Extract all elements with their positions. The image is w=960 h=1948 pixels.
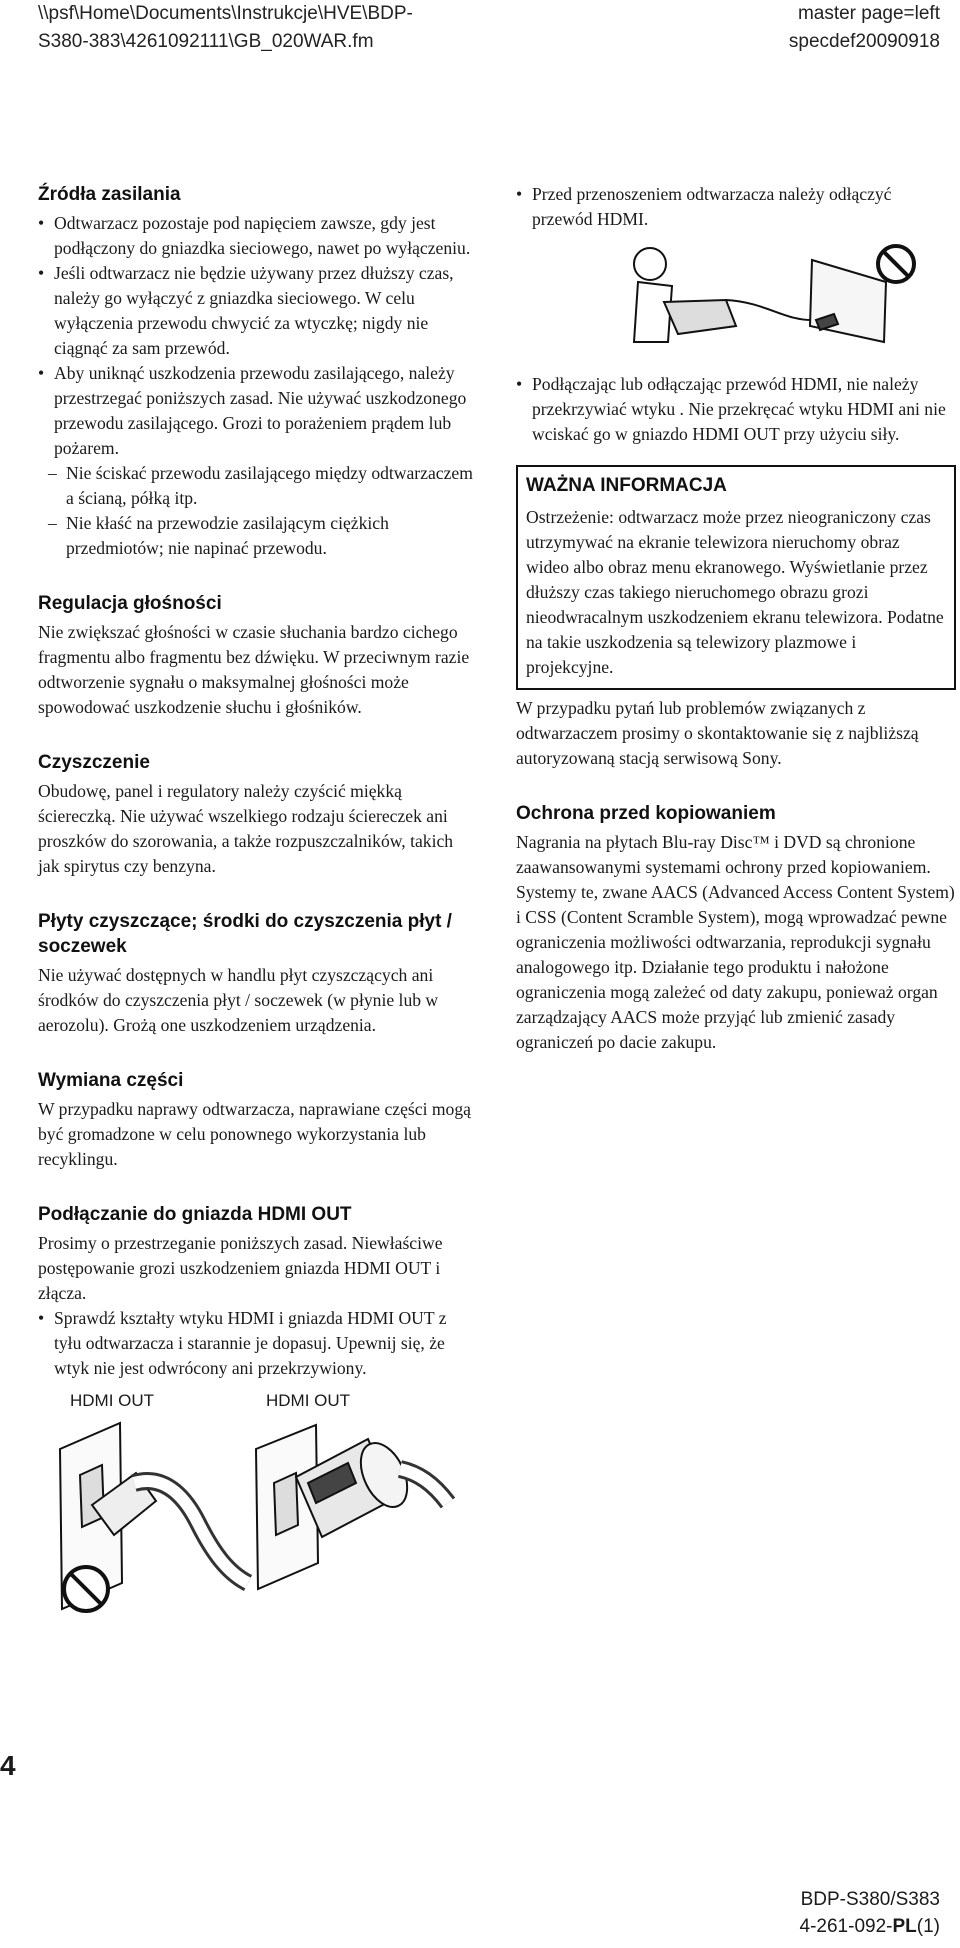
copy-protection-title: Ochrona przed kopiowaniem [516,803,776,824]
move-list [516,182,956,232]
discs-section [38,909,476,1038]
notice-title: WAŻNA INFORMACJA [526,475,727,496]
power-dash-1: – Nie ściskać przewodu zasilającego między odtwarzaczem a ścianą, półką itp. [38,461,476,511]
copy-protection-text: Nagrania na płytach Blu-ray Disc™ i DVD są chronione zaawansowanymi systemami ochrony przed kopiowaniem. Systemy te, zwane AACS (Advanced Access Content System) i CSS (Content Scramble System), mogą wprowadzać pewne ograniczenia możliwości odtwarzania, reprodukcji sygnału analogowego itp. Działanie tego produktu i nałożone ograniczenia mogą zależeć od daty zakupu, ponieważ organ zarządzający AACS może przyjąć lub zmienić zasady ograniczeń po dacie zakupu. [516,832,955,1052]
cleaning-title: Czyszczenie [38,752,150,773]
page-number: 4 [0,1750,16,1781]
volume-section [38,591,476,720]
master-page-header [789,0,940,56]
power-section [38,182,476,561]
left-column [38,182,476,1621]
hdmi-illustration [38,1391,476,1621]
notice-text: Ostrzeżenie: odtwarzacz może przez nieograniczony czas utrzymywać na ekranie telewizora nieruchomy obraz wideo albo obraz menu ekranowego. Wyświetlanie przez dłuższy czas takiego nieruchomego obrazu grozi nieodwracalnym uszkodzeniem ekranu telewizora. Podatne na takie uszkodzenia są telewizory plazmowe i projekcyjne. [526,507,944,677]
parts-title: Wymiana części [38,1070,184,1091]
person-carrying-player-drawing [634,248,886,342]
footer-code [800,1913,940,1940]
hdmi-correct-drawing [256,1425,448,1589]
connect-list [516,372,956,447]
power-list [38,211,476,561]
footer-code-lang: PL [892,1916,917,1937]
volume-title: Regulacja głośności [38,593,222,614]
important-notice-box [516,465,956,690]
contact-text: W przypadku pytań lub problemów związanych z odtwarzaczem prosimy o skontaktowanie się z najbliższą autoryzowaną stacją serwisową Sony. [516,698,919,768]
volume-text: Nie zwiększać głośności w czasie słuchania bardzo cichego fragmentu albo fragmentu bez dźwięku. W przeciwnym razie odtworzenie sygnału o maksymalnej głośności może spowodować uszkodzenie słuchu i głośników. [38,622,470,717]
file-path-header [38,0,413,56]
power-title: Źródła zasilania [38,184,181,205]
hdmi-bullet: • Sprawdź kształty wtyku HDMI i gniazda HDMI OUT z tyłu odtwarzacza i starannie je dopasuj. Upewnij się, że wtyk nie jest odwrócony ani przekrzywiony. [38,1306,476,1381]
parts-section [38,1068,476,1172]
footer-model: BDP-S380/S383 [800,1889,940,1910]
file-path-line-1: \\psf\Home\Documents\Instrukcje\HVE\BDP- [38,3,413,24]
hdmi-text: Prosimy o przestrzeganie poniższych zasad. Niewłaściwe postępowanie grozi uszkodzeniem gniazda HDMI OUT i złącza. [38,1233,443,1303]
hdmi-list [38,1306,476,1381]
master-page-line-1: master page=left [797,3,940,24]
hdmi-section [38,1202,476,1621]
connect-bullet: • Podłączając lub odłączając przewód HDMI, nie należy przekrzywiać wtyku . Nie przekręcać wtyku HDMI ani nie wciskać go w gniazdo HDMI OUT przy użyciu siły. [516,372,956,447]
discs-title: Płyty czyszczące; środki do czyszczenia płyt / soczewek [38,911,452,957]
hdmi-title: Podłączanie do gniazda HDMI OUT [38,1204,352,1225]
cleaning-text: Obudowę, panel i regulatory należy czyścić miękką ściereczką. Nie używać wszelkiego rodzaju ściereczek ani proszków do szorowania, a także rozpuszczalników, takich jak spirytus czy benzyna. [38,781,454,876]
right-column [516,182,956,1085]
discs-text: Nie używać dostępnych w handlu płyt czyszczących ani środków do czyszczenia płyt / soczewek (w płynie lub w aerozolu). Grożą one uszkodzeniem urządzenia. [38,965,439,1035]
copy-protection-section [516,801,956,1055]
master-page-line-2: specdef20090918 [788,31,940,52]
prohibited-icon [64,1567,108,1611]
move-player-illustration [616,242,926,360]
power-dash-2: – Nie kłaść na przewodzie zasilającym ciężkich przedmiotów; nie napinać przewodu. [38,511,476,561]
power-bullet-2: • Jeśli odtwarzacz nie będzie używany przez dłuższy czas, należy go wyłączyć z gniazdka sieciowego. W celu wyłączenia przewodu chwycić za wtyczkę; nigdy nie ciągnąć za sam przewód. [38,261,476,361]
footer-code-suffix: (1) [916,1916,940,1937]
hdmi-plug-illustration [38,1413,468,1623]
footer-code-prefix: 4-261-092- [799,1916,893,1937]
parts-text: W przypadku naprawy odtwarzacza, naprawiane części mogą być gromadzone w celu ponownego wykorzystania lub recyklingu. [38,1099,471,1169]
power-bullet-3: • Aby uniknąć uszkodzenia przewodu zasilającego, należy przestrzegać poniższych zasad. Nie używać uszkodzonego przewodu zasilającego. Grozi to porażeniem prądem lub pożarem. [38,361,476,461]
hdmi-out-label-right: HDMI OUT [266,1391,351,1410]
cleaning-section [38,750,476,879]
move-bullet: • Przed przenoszeniem odtwarzacza należy odłączyć przewód HDMI. [516,182,956,232]
hdmi-out-label-left: HDMI OUT [70,1391,155,1410]
prohibited-icon [878,246,914,282]
power-bullet-1: • Odtwarzacz pozostaje pod napięciem zawsze, gdy jest podłączony do gniazdka sieciowego, nawet po wyłączeniu. [38,211,476,261]
file-path-line-2: S380-383\4261092111\GB_020WAR.fm [38,31,374,52]
footer [800,1886,940,1940]
